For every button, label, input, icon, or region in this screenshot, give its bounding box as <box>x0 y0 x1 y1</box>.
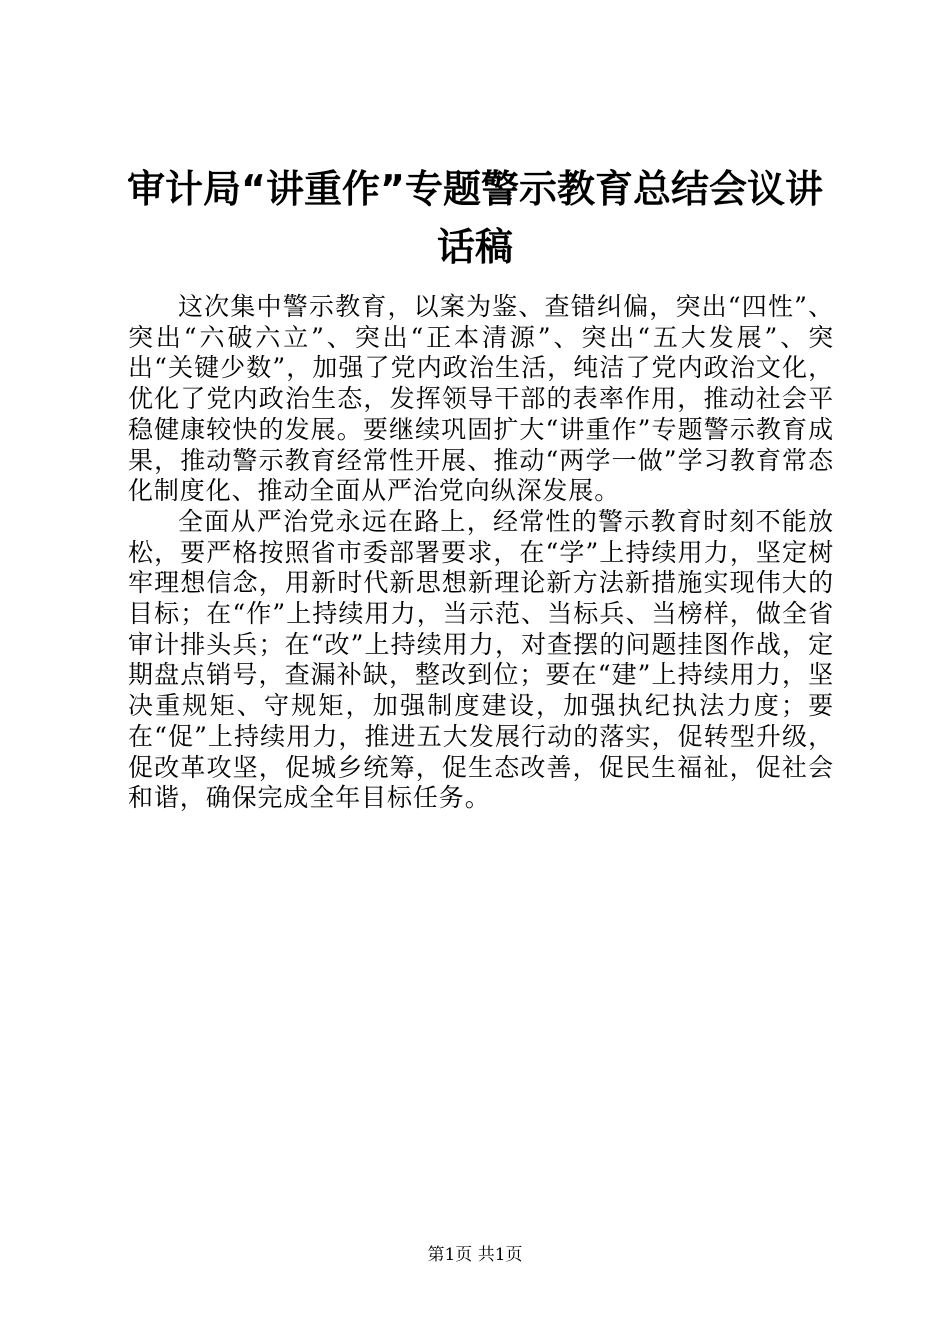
page-footer: 第1页 共1页 <box>427 1245 523 1265</box>
document-title: 审计局“讲重作”专题警示教育总结会议讲话稿 <box>127 167 823 269</box>
paragraph-1: 这次集中警示教育，以案为鉴、查错纠偏，突出“四性”、突出“六破六立”、突出“正本清源”、突出“五大发展”、突出“关键少数”，加强了党内政治生活，纯洁了党内政治文化，优化了党内政治生态，发挥领导干部的表率作用，推动社会平稳健康较快的发展。要继续巩固扩大“讲重作”专题警示教育成果，推动警示教育经常性开展、推动“两学一做”学习教育常态化制度化、推动全面从严治党向纵深发展。 <box>128 292 834 506</box>
document-body <box>128 292 834 814</box>
paragraph-2: 全面从严治党永远在路上，经常性的警示教育时刻不能放松，要严格按照省市委部署要求，在“学”上持续用力，坚定树牢理想信念，用新时代新思想新理论新方法新措施实现伟大的目标；在“作”上持续用力，当示范、当标兵、当榜样，做全省审计排头兵；在“改”上持续用力，对查摆的问题挂图作战，定期盘点销号，查漏补缺，整改到位；要在“建”上持续用力，坚决重规矩、守规矩，加强制度建设，加强执纪执法力度；要在“促”上持续用力，推进五大发展行动的落实，促转型升级，促改革攻坚，促城乡统筹，促生态改善，促民生福祉，促社会和谐，确保完成全年目标任务。 <box>128 506 834 813</box>
